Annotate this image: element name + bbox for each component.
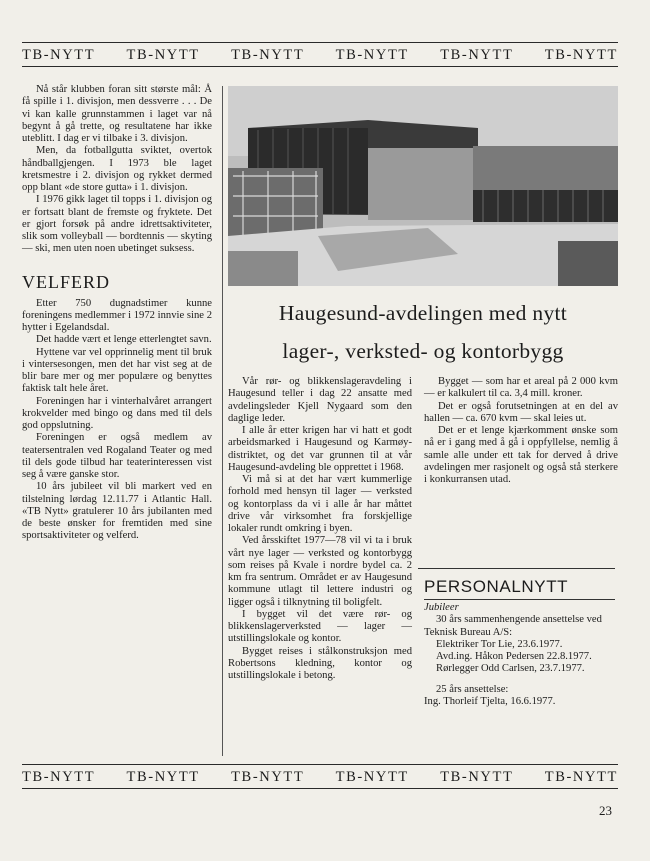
paragraph: Men, da fotballgutta sviktet, overtok håndballgjengen. I 1973 ble laget kretsmestre i 2. divisjon og rykket dermed opp blant «de store gutta» i 1. divisjon. <box>22 145 212 193</box>
personalnytt-rule-top <box>418 568 615 569</box>
band-item: TB-NYTT <box>22 769 96 785</box>
paragraph: Det er også forutsetningen at en del av hallen — ca. 670 kvm — skal leies ut. <box>424 400 618 424</box>
band-item: TB-NYTT <box>231 769 305 785</box>
band-item: TB-NYTT <box>544 769 618 785</box>
band-item: TB-NYTT <box>126 47 200 63</box>
band-item: TB-NYTT <box>440 47 514 63</box>
paragraph: Foreningen er også medlem av teatersentralen ved Rogaland Teater og med til dels gode tilbud har teaterinteressen vist seg å være ganske stor. <box>22 432 212 480</box>
jubilee-entry: Avd.ing. Håkon Pedersen 22.8.1977. <box>436 651 592 662</box>
article-headline <box>228 294 618 370</box>
paragraph: Det er et lenge kjærkomment ønske som nå er i gang med å gå i oppfyllelse, nemlig å samle alle under ett tak for derved å drive avdelingen mer rasjonelt og også stå sterkere i konkurransen utad. <box>424 425 618 485</box>
article-column-2 <box>424 376 618 486</box>
paragraph: I bygget vil det være rør- og blikkenslagerverksted — lager — utstillingslokale og kontor. <box>228 608 412 645</box>
jubilee-entry: Elektriker Tor Lie, 23.6.1977. <box>436 638 563 650</box>
band-item: TB-NYTT <box>440 769 514 785</box>
personalnytt-heading: PERSONALNYTT <box>424 577 569 596</box>
paragraph: Det hadde vært et lenge etterlengtet savn. <box>36 334 212 346</box>
article-column-1 <box>228 376 412 682</box>
paragraph: Vi må si at det har vært kummerlige forhold med hensyn til lager — verksted og kontorplass da vi i alle år har måttet drive vår virksomhet fra forskjellige lokaler rundt omkring i byen. <box>228 474 412 534</box>
building-photo <box>228 86 618 286</box>
paragraph: Vår rør- og blikkenslageravdeling i Haugesund teller i dag 22 ansatte med avdelingsleder Kjell Nygaard som den daglige leder. <box>228 376 412 424</box>
headline-line: lager-, verksted- og kontorbygg <box>282 339 564 363</box>
paragraph: Bygget reises i stålkonstruksjon med Robertsons kledning, kontor og utstillingslokale i betong. <box>228 645 412 681</box>
velferd-heading: VELFERD <box>22 271 110 292</box>
header-band <box>22 42 618 68</box>
paragraph: Nå står klubben foran sitt største mål: Å få spille i 1. divisjon, men dessverre . . . De vi kan kalle grunnstammen i laget var nå begynt å gå trette, og resultatene har ikke uteblitt. I dag er vi tilbake i 3. divisjon. <box>22 84 212 144</box>
jubilee-entry: Rørlegger Odd Carlsen, 23.7.1977. <box>436 663 585 675</box>
jubilee-intro: 30 års sammenhengende ansettelse ved Teknisk Bureau A/S: <box>424 614 602 638</box>
paragraph: Hyttene var vel opprinnelig ment til bruk i vintersesongen, men det har vist seg at de blir bare mer og mer populære og benyttes faktisk talt hele året. <box>22 346 212 395</box>
personalnytt-body <box>424 602 618 708</box>
paragraph: Etter 750 dugnadstimer kunne foreningens medlemmer i 1972 innvie sine 2 hytter i Egelandsdal. <box>22 297 212 333</box>
paragraph: I alle år etter krigen har vi hatt et godt arbeidsmarked i Haugesund og Karmøy-distriktet, og det var grunnen til at vår Haugesund-avdeling ble opprettet i 1968. <box>228 425 412 473</box>
band-item: TB-NYTT <box>544 47 618 63</box>
column-divider <box>222 86 223 756</box>
band-item: TB-NYTT <box>22 47 96 63</box>
jubilee-intro-2: 25 års ansettelse: <box>436 683 509 695</box>
jubileer-subheading: Jubileer <box>424 602 459 613</box>
band-item: TB-NYTT <box>335 47 409 63</box>
personalnytt-rule-mid <box>424 599 615 600</box>
paragraph: Ved årsskiftet 1977—78 vil vi ta i bruk vårt nye lager — verksted og kontorbygg som reises på Kvale i nordre bydel ca. 2 km fra sentrum. Området er av Haugesund kommune utlagt til lettere industri og ligger også i tilknytning til boligfelt. <box>228 535 412 608</box>
headline-line: Haugesund-avdelingen med nytt <box>278 301 568 325</box>
paragraph: Foreningen har i vinterhalvåret arrangert krokvelder med bingo og dans med til dels god oppslutning. <box>22 395 212 431</box>
band-item: TB-NYTT <box>231 47 305 63</box>
left-column <box>22 84 212 543</box>
jubilee-entry: Ing. Thorleif Tjelta, 16.6.1977. <box>424 695 556 707</box>
footer-band <box>22 764 618 790</box>
paragraph: I 1976 gikk laget til topps i 1. divisjon og er fortsatt blant de fremste og fryktete. Det er gjort forsøk på andre idrettsaktiviteter, slik som volleyball — bordtennis — skyting — ski, men uten noen ubetinget suksess. <box>22 194 212 255</box>
page-number: 23 <box>599 803 612 818</box>
band-item: TB-NYTT <box>335 769 409 785</box>
paragraph: Bygget — som har et areal på 2 000 kvm — er kalkulert til ca. 3,4 mill. kroner. <box>424 376 618 400</box>
paragraph: 10 års jubileet vil bli markert ved en tilstelning lørdag 12.11.77 i Atlantic Hall. «TB Nytt» gratulerer 10 års jubilanten med de beste ønsker for fremtiden med sine sportsaktiviteter og velferd. <box>22 481 212 542</box>
band-item: TB-NYTT <box>126 769 200 785</box>
